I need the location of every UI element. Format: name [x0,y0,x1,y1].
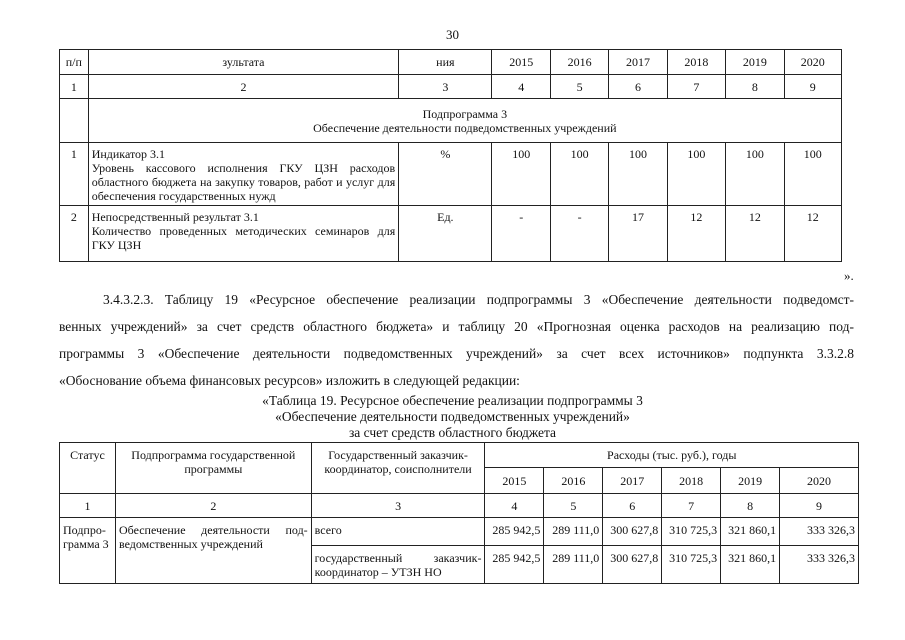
t1-number-cell: 1 [60,75,89,99]
table1-header-row [60,50,842,75]
table-caption-line: за счет средств областного бюджета [348,425,557,440]
t1-header-cell: 2016 [550,50,608,75]
header-status: Статус [60,443,116,494]
expense-cell: 321 860,1 [721,518,780,546]
t2-number-cell: 1 [60,494,116,518]
year-cell: 2019 [721,468,780,494]
t2-number-cell: 2 [115,494,311,518]
value-cell: 17 [609,206,667,262]
resource-table [59,442,859,584]
closing-quote: ». [844,268,854,283]
indicator-title: Индикатор 3.1 [91,147,166,161]
row-number: 2 [60,206,89,262]
expense-cell: 300 627,8 [603,546,662,584]
t1-empty-cell [60,99,89,143]
paragraph-line: «Обоснование объема финансовых ресурсов» изложить в следующей редакции: [59,373,520,388]
t1-number-cell: 8 [726,75,784,99]
value-cell: 100 [784,143,841,206]
expense-cell: 310 725,3 [662,546,721,584]
value-cell: 100 [550,143,608,206]
section-line-1: Подпрограмма 3 [422,106,508,121]
value-cell: 100 [609,143,667,206]
customer-cell: всего [311,518,485,546]
t2-number-cell: 6 [603,494,662,518]
table-row [60,518,859,546]
t1-number-cell: 5 [550,75,608,99]
table-caption-line: «Обеспечение деятельности подведомственных учреждений» [275,409,630,424]
year-cell: 2017 [603,468,662,494]
indicator-title: Непосредственный результат 3.1 [91,210,259,224]
table2-number-row [60,494,859,518]
t1-section-title [88,99,841,143]
header-expenses: Расходы (тыс. руб.), годы [485,443,859,468]
table-caption-line: «Таблица 19. Ресурсное обеспечение реализации подпрограммы 3 [262,393,643,408]
paragraph-line: венных учреждений» за счет средств областного бюджета» и таблицу 20 «Прогнозная оценка расходов на реализацию под- [59,319,854,334]
unit-cell: Ед. [399,206,492,262]
t1-header-cell: 2015 [492,50,550,75]
value-cell: 12 [784,206,841,262]
indicator-description: Уровень кассового исполнения ГКУ ЦЗН расходов областного бюджета на закупку товаров, работ и услуг для обеспечения государственных нужд [91,161,396,203]
t1-number-cell: 4 [492,75,550,99]
t2-number-cell: 9 [780,494,859,518]
table-row [60,206,842,262]
row-number: 1 [60,143,89,206]
value-cell: 12 [726,206,784,262]
unit-cell: % [399,143,492,206]
year-cell: 2016 [544,468,603,494]
paragraph-line: 3.4.3.2.3. Таблицу 19 «Ресурсное обеспечение реализации подпрограммы 3 «Обеспечение деятельности подведомст- [103,292,854,307]
value-cell: 12 [667,206,725,262]
t1-number-cell: 6 [609,75,667,99]
year-cell: 2015 [485,468,544,494]
value-cell: 100 [667,143,725,206]
t2-number-cell: 8 [721,494,780,518]
t1-header-cell: 2020 [784,50,841,75]
expense-cell: 289 111,0 [544,546,603,584]
customer-cell: государственный заказчик-координатор – УТЗН НО [311,546,485,584]
expense-cell: 333 326,3 [780,546,859,584]
table2-header-row [60,443,859,468]
value-cell: - [492,206,550,262]
t1-number-cell: 3 [399,75,492,99]
expense-cell: 289 111,0 [544,518,603,546]
expense-cell: 300 627,8 [603,518,662,546]
t2-number-cell: 3 [311,494,485,518]
value-cell: - [550,206,608,262]
expense-cell: 310 725,3 [662,518,721,546]
value-cell: 100 [726,143,784,206]
t1-header-cell: 2019 [726,50,784,75]
indicator-cell [88,143,399,206]
value-cell: 100 [492,143,550,206]
page-number: 30 [446,27,459,42]
t1-number-cell: 9 [784,75,841,99]
t2-number-cell: 4 [485,494,544,518]
indicators-table [59,49,842,262]
paragraph-line: программы 3 «Обеспечение деятельности подведомственных учреждений» за счет всех источников» подпункта 3.3.2.8 [59,346,854,361]
year-cell: 2018 [662,468,721,494]
indicator-description: Количество проведенных методических семинаров для ГКУ ЦЗН [91,224,396,252]
t1-header-cell: 2018 [667,50,725,75]
subprogram-cell: Обеспечение деятельности под-ведомственных учреждений [115,518,311,584]
expense-cell: 285 942,5 [485,518,544,546]
t1-header-cell: ния [399,50,492,75]
status-cell: Подпро-грамма 3 [60,518,116,584]
expense-cell: 333 326,3 [780,518,859,546]
expense-cell: 321 860,1 [721,546,780,584]
t1-number-cell: 7 [667,75,725,99]
table1-number-row [60,75,842,99]
t2-number-cell: 5 [544,494,603,518]
t1-number-cell: 2 [88,75,399,99]
t2-number-cell: 7 [662,494,721,518]
indicator-cell [88,206,399,262]
header-customer: Государственный заказчик-координатор, соисполнители [311,443,485,494]
header-subprogram: Подпрограмма государственной программы [115,443,311,494]
t1-header-cell: зультата [88,50,399,75]
expense-cell: 285 942,5 [485,546,544,584]
year-cell: 2020 [780,468,859,494]
table-row [60,143,842,206]
section-line-2: Обеспечение деятельности подведомственных учреждений [313,120,617,135]
table1-section-row [60,99,842,143]
amendment-paragraph [59,286,854,394]
t1-header-cell: п/п [60,50,89,75]
t1-header-cell: 2017 [609,50,667,75]
